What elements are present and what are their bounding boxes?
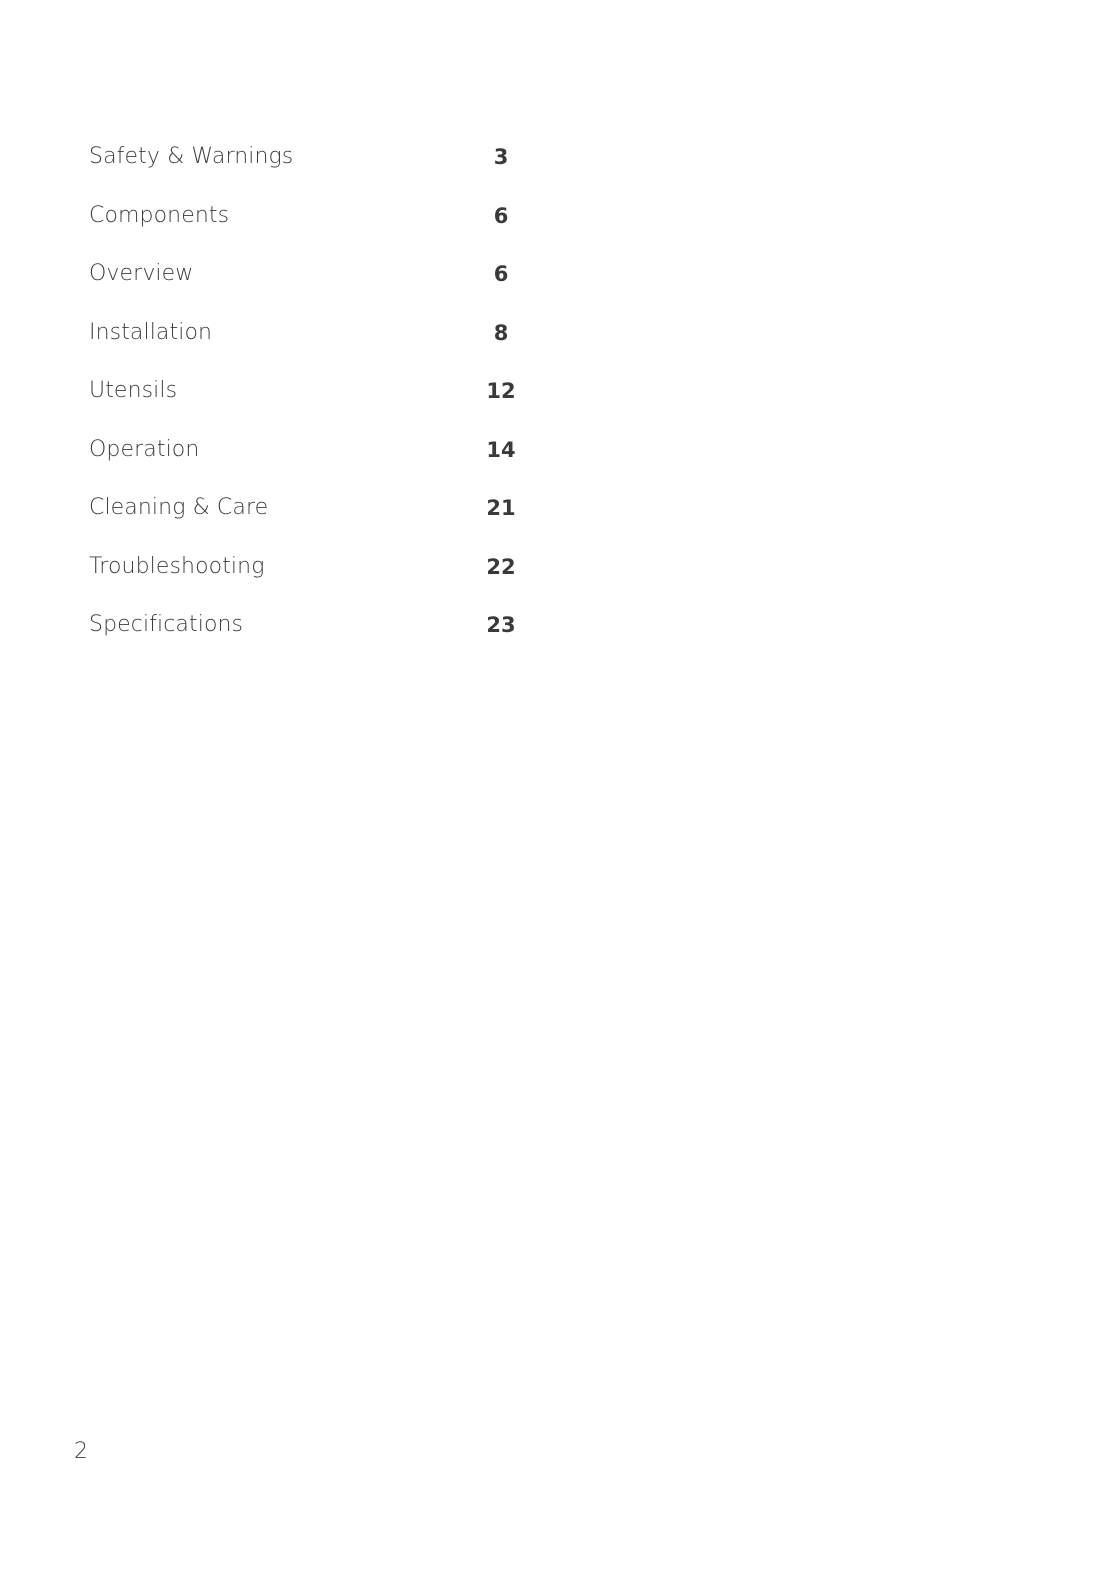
toc-entry-components[interactable]: Components 6: [89, 198, 529, 257]
toc-entry-title: Specifications: [89, 612, 244, 637]
toc-entry-title: Cleaning & Care: [89, 495, 269, 520]
toc-entry-safety-warnings[interactable]: Safety & Warnings 3: [89, 139, 529, 198]
toc-entry-troubleshooting[interactable]: Troubleshooting 22: [89, 549, 529, 608]
toc-entry-title: Installation: [89, 319, 213, 345]
toc-entry-title: Safety & Warnings: [89, 144, 294, 169]
toc-entry-title: Troubleshooting: [89, 553, 265, 579]
toc-entry-title: Utensils: [89, 378, 178, 403]
toc-entry-specifications[interactable]: Specifications 23: [89, 607, 529, 666]
toc-entry-utensils[interactable]: Utensils 12: [89, 373, 529, 432]
toc-entry-title: Overview: [89, 261, 194, 286]
toc-entry-title: Operation: [89, 436, 200, 462]
toc-entry-installation[interactable]: Installation 8: [89, 315, 529, 374]
toc-entry-cleaning-care[interactable]: Cleaning & Care 21: [89, 490, 529, 549]
toc-entry-title: Components: [89, 202, 230, 228]
toc-entry-operation[interactable]: Operation 14: [89, 432, 529, 491]
page-number: 2: [74, 1439, 88, 1464]
toc-entry-overview[interactable]: Overview 6: [89, 256, 529, 315]
table-of-contents: [89, 139, 529, 666]
